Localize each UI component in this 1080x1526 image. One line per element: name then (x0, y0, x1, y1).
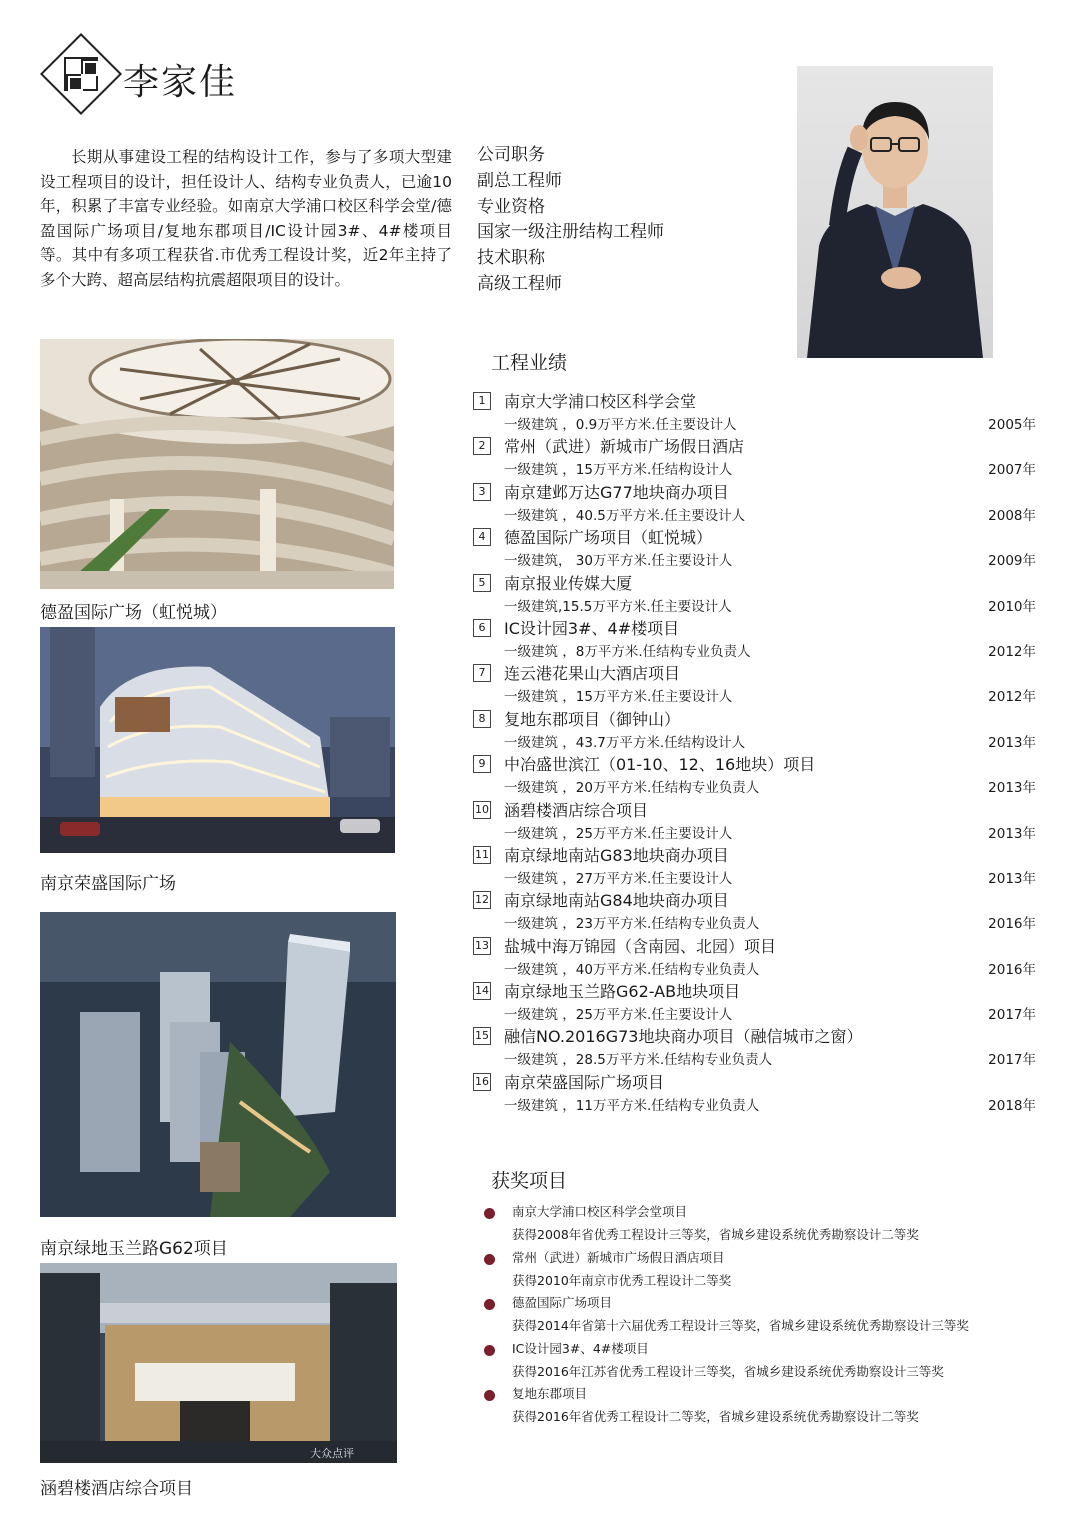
project-detail: 一级建筑 ，40.5万平方米.任主要设计人 (504, 507, 746, 524)
project-number: 4 (473, 528, 491, 546)
project-name: 常州（武进）新城市广场假日酒店 (504, 437, 745, 457)
project-item (473, 979, 1036, 1024)
project-number: 2 (473, 437, 491, 455)
project-number: 16 (473, 1073, 491, 1091)
project-year: 2010年 (988, 598, 1036, 615)
bullet-dot-icon (484, 1390, 495, 1401)
bullet-dot-icon (484, 1299, 495, 1310)
project-item (473, 843, 1036, 888)
project-number: 11 (473, 846, 491, 864)
award-project: 德盈国际广场项目 (512, 1295, 613, 1310)
project-detail: 一级建筑 ，11万平方米.任结构专业负责人 (504, 1097, 760, 1114)
project-item (473, 707, 1036, 752)
project-number: 9 (473, 755, 491, 773)
project-name: 复地东郡项目（御钟山） (504, 709, 681, 729)
project-name: 南京大学浦口校区科学会堂 (504, 392, 697, 411)
project-item (473, 798, 1036, 843)
award-project: 复地东郡项目 (512, 1386, 588, 1401)
photo-caption: 南京荣盛国际广场 (40, 874, 176, 894)
watermark-text: 大众点评 (310, 1447, 354, 1460)
project-photo-hotel (40, 1263, 397, 1463)
project-year: 2013年 (988, 825, 1036, 842)
award-item (484, 1339, 1044, 1385)
project-item (473, 434, 1036, 479)
project-name: 南京绿地南站G84地块商办项目 (504, 891, 729, 911)
bullet-dot-icon (484, 1345, 495, 1356)
project-detail: 一级建筑,15.5万平方米.任主要设计人 (504, 598, 732, 615)
project-item (473, 616, 1036, 661)
qual-value: 高级工程师 (477, 273, 562, 294)
project-year: 2013年 (988, 780, 1036, 797)
project-year: 2008年 (988, 507, 1036, 524)
project-year: 2012年 (988, 643, 1036, 660)
photo-caption: 南京绿地玉兰路G62项目 (40, 1239, 228, 1259)
awards-heading: 获奖项目 (491, 1170, 568, 1192)
project-item (473, 1024, 1036, 1069)
project-year: 2007年 (988, 462, 1036, 479)
project-item (473, 888, 1036, 933)
project-item (473, 525, 1036, 570)
qual-value: 国家一级注册结构工程师 (477, 222, 664, 243)
project-detail: 一级建筑 ，40万平方米.任结构专业负责人 (504, 961, 760, 978)
award-item (484, 1202, 1044, 1248)
project-name: 南京荣盛国际广场项目 (504, 1072, 665, 1092)
award-item (484, 1248, 1044, 1294)
awards-list (484, 1202, 1044, 1430)
bullet-dot-icon (484, 1254, 495, 1265)
project-year: 2017年 (988, 1007, 1036, 1024)
project-detail: 一级建筑 ，8万平方米.任结构专业负责人 (504, 643, 751, 660)
project-name: 盐城中海万锦园（含南园、北园）项目 (504, 936, 777, 956)
intro-paragraph: 长期从事建设工程的结构设计工作，参与了多项大型建设工程项目的设计，担任设计人、结构专业负责人，已逾10年，积累了丰富专业经验。如南京大学浦口校区科学会堂/德盈国际广场项目/复地东郡项目/IC设计园3#、4#楼项目等。其中有多项工程获省.市优秀工程设计奖，近2年主持了多个大跨、超高层结构抗震超限项目的设计。 (40, 148, 452, 289)
project-number: 7 (473, 664, 491, 682)
photo-caption: 德盈国际广场（虹悦城） (40, 603, 227, 623)
project-detail: 一级建筑 ，23万平方米.任结构专业负责人 (504, 916, 760, 933)
project-name: 融信NO.2016G73地块商办项目（融信城市之窗） (504, 1027, 863, 1047)
qual-label: 专业资格 (477, 196, 545, 217)
project-number: 6 (473, 619, 491, 637)
project-item (473, 934, 1036, 979)
project-number: 15 (473, 1027, 491, 1045)
project-number: 5 (473, 574, 491, 592)
award-project: 南京大学浦口校区科学会堂项目 (512, 1204, 688, 1219)
project-item (473, 661, 1036, 706)
project-year: 2013年 (988, 734, 1036, 751)
project-number: 13 (473, 937, 491, 955)
project-name: IC设计园3#、4#楼项目 (504, 618, 680, 638)
project-number: 14 (473, 982, 491, 1000)
bullet-dot-icon (484, 1208, 495, 1219)
project-detail: 一级建筑 ，25万平方米.任主要设计人 (504, 825, 733, 842)
project-detail: 一级建筑， 30万平方米.任主要设计人 (504, 553, 733, 570)
project-photo-rongsheng (40, 627, 395, 853)
award-detail: 获得2010年南京市优秀工程设计二等奖 (512, 1272, 732, 1288)
project-year: 2016年 (988, 961, 1036, 978)
project-detail: 一级建筑 ，28.5万平方米.任结构专业负责人 (504, 1052, 773, 1069)
diamond-logo-icon (64, 57, 98, 91)
project-year: 2009年 (988, 553, 1036, 570)
project-detail: 一级建筑 ，25万平方米.任主要设计人 (504, 1007, 733, 1024)
qual-label: 公司职务 (477, 145, 545, 165)
project-photo-g62 (40, 912, 396, 1217)
projects-list (473, 389, 1036, 1115)
award-detail: 获得2014年省第十六届优秀工程设计三等奖，省城乡建设系统优秀勘察设计三等奖 (512, 1318, 969, 1333)
project-number: 10 (473, 801, 491, 819)
project-name: 南京建邺万达G77地块商办项目 (504, 482, 729, 502)
project-detail: 一级建筑 ，0.9万平方米.任主要设计人 (504, 417, 737, 433)
project-year: 2018年 (988, 1097, 1036, 1114)
projects-heading: 工程业绩 (491, 352, 568, 374)
project-name: 连云港花果山大酒店项目 (504, 664, 681, 684)
project-name: 南京报业传媒大厦 (504, 573, 633, 593)
project-item (473, 480, 1036, 525)
award-detail: 获得2016年江苏省优秀工程设计三等奖，省城乡建设系统优秀勘察设计三等奖 (512, 1363, 944, 1379)
project-detail: 一级建筑 ，20万平方米.任结构专业负责人 (504, 780, 760, 797)
project-name: 涵碧楼酒店综合项目 (504, 800, 649, 820)
project-number: 3 (473, 483, 491, 501)
portrait-photo (797, 66, 993, 358)
qualifications (477, 143, 664, 298)
project-photo-atrium (40, 339, 394, 589)
project-name: 德盈国际广场项目（虹悦城） (504, 528, 713, 548)
qual-label: 技术职称 (477, 248, 545, 269)
photo-caption: 涵碧楼酒店综合项目 (40, 1479, 193, 1499)
project-name: 中冶盛世滨江（01-10、12、16地块）项目 (504, 755, 816, 775)
award-item (484, 1384, 1044, 1430)
project-name: 南京绿地玉兰路G62-AB地块项目 (504, 982, 741, 1002)
award-item (484, 1293, 1044, 1339)
award-detail: 获得2008年省优秀工程设计三等奖，省城乡建设系统优秀勘察设计二等奖 (512, 1227, 919, 1242)
project-year: 2005年 (988, 417, 1036, 433)
project-item (473, 389, 1036, 434)
qual-value: 副总工程师 (477, 170, 562, 191)
award-project: IC设计园3#、4#楼项目 (512, 1340, 649, 1356)
project-item (473, 571, 1036, 616)
project-year: 2016年 (988, 916, 1036, 933)
award-detail: 获得2016年省优秀工程设计二等奖，省城乡建设系统优秀勘察设计二等奖 (512, 1409, 919, 1424)
project-name: 南京绿地南站G83地块商办项目 (504, 845, 729, 865)
project-item (473, 1070, 1036, 1115)
project-year: 2012年 (988, 689, 1036, 706)
project-detail: 一级建筑 ，43.7万平方米.任结构设计人 (504, 734, 746, 751)
project-number: 8 (473, 710, 491, 728)
project-item (473, 752, 1036, 797)
project-number: 1 (473, 392, 491, 410)
project-detail: 一级建筑 ，15万平方米.任结构设计人 (504, 462, 733, 479)
person-name: 李家佳 (123, 62, 238, 103)
project-number: 12 (473, 891, 491, 909)
project-year: 2013年 (988, 870, 1036, 887)
project-year: 2017年 (988, 1052, 1036, 1069)
project-detail: 一级建筑 ，27万平方米.任主要设计人 (504, 870, 733, 887)
project-detail: 一级建筑 ，15万平方米.任主要设计人 (504, 689, 733, 706)
award-project: 常州（武进）新城市广场假日酒店项目 (512, 1249, 725, 1265)
